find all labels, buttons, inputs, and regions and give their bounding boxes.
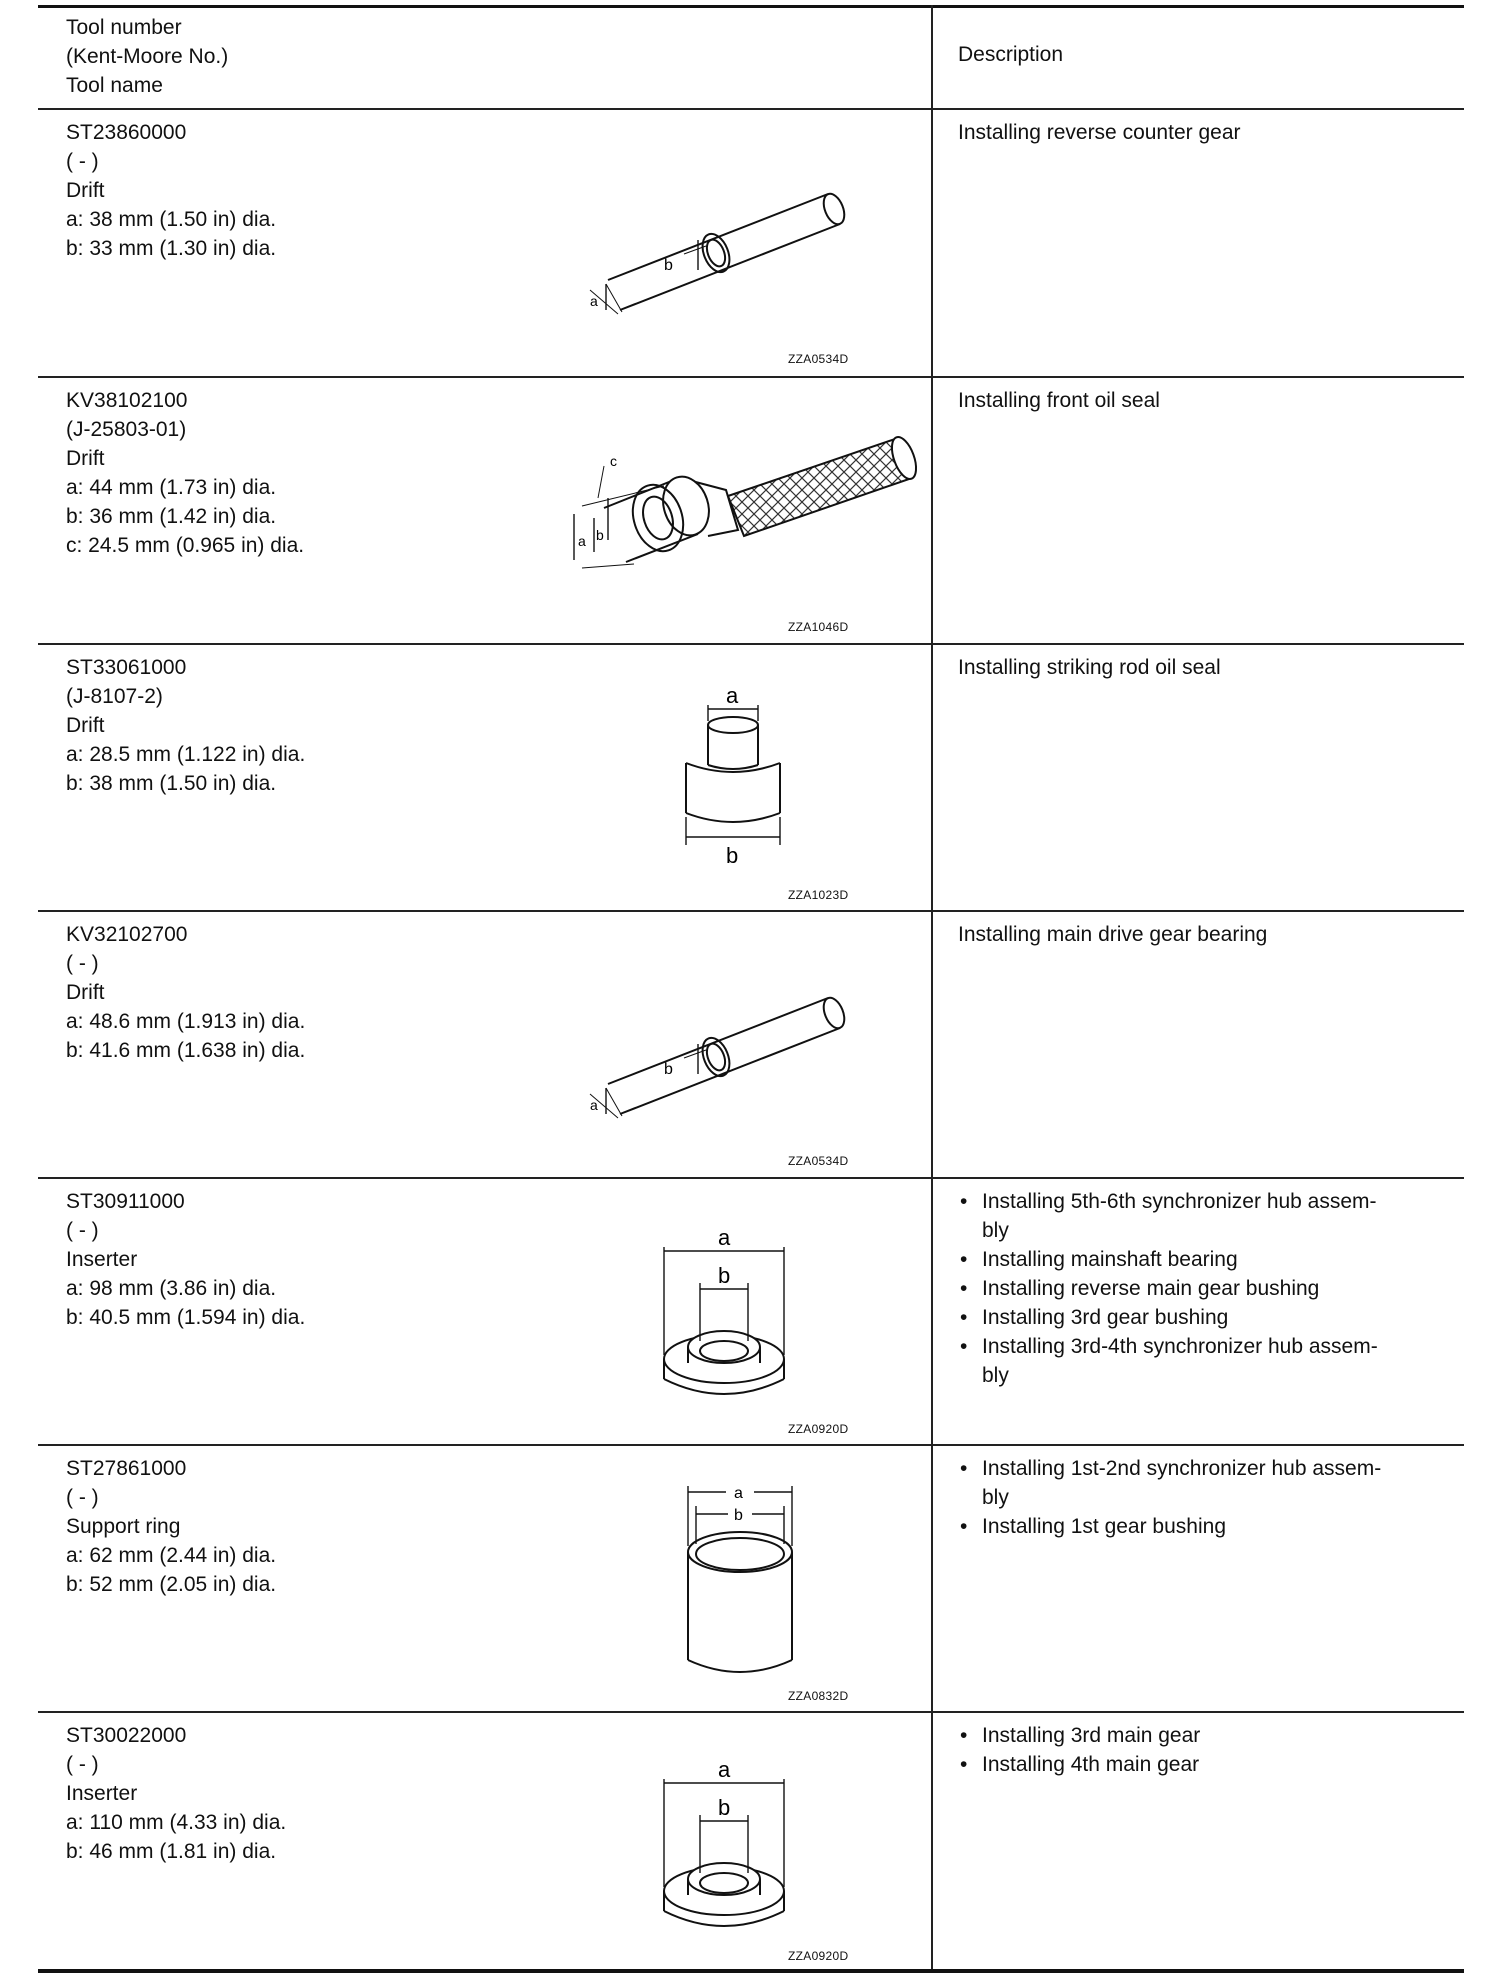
tool-name: Drift	[66, 447, 105, 470]
description-text: Installing reverse counter gear	[958, 121, 1241, 144]
description	[958, 1721, 1448, 1779]
description	[958, 118, 1448, 147]
description-bullet: • Installing 3rd gear bushing	[958, 1303, 1448, 1332]
table-row	[38, 378, 1464, 643]
tool-spec: a: 48.6 mm (1.913 in) dia.	[66, 1010, 306, 1033]
table-row	[38, 912, 1464, 1177]
tool-info	[66, 1721, 286, 1866]
description-bullet: • Installing 3rd-4th synchronizer hub assem- bly	[958, 1332, 1448, 1390]
table-header	[38, 5, 1464, 108]
description-bullet: • Installing 1st-2nd synchronizer hub assem- bly	[958, 1454, 1448, 1512]
kent-moore-number: ( - )	[66, 1486, 99, 1509]
tool-name: Inserter	[66, 1782, 138, 1805]
figure-label-a: a	[734, 1485, 743, 1502]
tool-name: Drift	[66, 981, 105, 1004]
tool-spec: b: 38 mm (1.50 in) dia.	[66, 772, 277, 795]
description-bullet: • Installing 4th main gear	[958, 1750, 1448, 1779]
drift-tube-illustration	[558, 984, 898, 1159]
kent-moore-number: ( - )	[66, 150, 99, 173]
figure-label-b: b	[734, 1507, 743, 1524]
tool-number: ST23860000	[66, 121, 187, 144]
tool-number: ST30022000	[66, 1724, 187, 1747]
tool-spec: b: 46 mm (1.81 in) dia.	[66, 1840, 277, 1863]
figure-label-b: b	[664, 1061, 673, 1078]
figure-label-a: a	[590, 293, 598, 309]
figure-code: ZZA0920D	[788, 1422, 849, 1436]
table-row	[38, 1713, 1464, 1969]
tool-spec: b: 33 mm (1.30 in) dia.	[66, 237, 277, 260]
description	[958, 920, 1448, 949]
tool-name: Inserter	[66, 1248, 138, 1271]
tool-spec: a: 38 mm (1.50 in) dia.	[66, 208, 277, 231]
tool-info	[66, 1187, 305, 1332]
tool-spec: b: 40.5 mm (1.594 in) dia.	[66, 1306, 306, 1329]
tool-info	[66, 386, 304, 560]
figure-label-b: b	[596, 527, 604, 543]
tool-info	[66, 1454, 276, 1599]
tool-info	[66, 118, 276, 263]
table-row	[38, 645, 1464, 910]
description-bullet: • Installing 5th-6th synchronizer hub assem- bly	[958, 1187, 1448, 1245]
figure-code: ZZA0832D	[788, 1689, 849, 1703]
tool-spec: a: 44 mm (1.73 in) dia.	[66, 476, 277, 499]
tool-number: KV38102100	[66, 389, 188, 412]
tool-number: ST27861000	[66, 1457, 187, 1480]
figure-code: ZZA0534D	[788, 1154, 849, 1168]
description	[958, 386, 1448, 415]
description-bullet: • Installing 3rd main gear	[958, 1721, 1448, 1750]
header-kent-moore: (Kent-Moore No.)	[66, 45, 229, 68]
description	[958, 1454, 1448, 1541]
description-bullet: • Installing 1st gear bushing	[958, 1512, 1448, 1541]
figure-label-c: c	[610, 453, 617, 469]
description	[958, 1187, 1448, 1390]
figure-code: ZZA1023D	[788, 888, 849, 902]
description-text: Installing front oil seal	[958, 389, 1160, 412]
figure-label-a: a	[578, 533, 586, 549]
tool-number: ST30911000	[66, 1190, 185, 1213]
figure-label-a: a	[718, 1757, 731, 1782]
inserter-illustration	[638, 1219, 808, 1424]
tool-spec: b: 41.6 mm (1.638 in) dia.	[66, 1039, 306, 1062]
tool-info	[66, 653, 305, 798]
tool-spec: a: 98 mm (3.86 in) dia.	[66, 1277, 277, 1300]
support-ring-illustration	[678, 1474, 818, 1699]
description-text: Installing striking rod oil seal	[958, 656, 1221, 679]
figure-code: ZZA0534D	[788, 352, 849, 366]
tool-spec: b: 52 mm (2.05 in) dia.	[66, 1573, 277, 1596]
figure-label-a: a	[718, 1225, 731, 1250]
figure-label-b: b	[718, 1263, 731, 1288]
tool-number: ST33061000	[66, 656, 187, 679]
header-tool-number: Tool number	[66, 16, 182, 39]
table-bottom-rule	[38, 1969, 1464, 1973]
kent-moore-number: (J-8107-2)	[66, 685, 163, 708]
description	[958, 653, 1448, 682]
figure-code: ZZA0920D	[788, 1949, 849, 1963]
table-row	[38, 1179, 1464, 1444]
tool-info	[66, 920, 305, 1065]
description-bullet: • Installing reverse main gear bushing	[958, 1274, 1448, 1303]
tool-spec: a: 110 mm (4.33 in) dia.	[66, 1811, 287, 1834]
kent-moore-number: ( - )	[66, 952, 99, 975]
tool-spec: a: 62 mm (2.44 in) dia.	[66, 1544, 277, 1567]
tool-name: Drift	[66, 179, 105, 202]
description-bullet: • Installing mainshaft bearing	[958, 1245, 1448, 1274]
figure-label-a: a	[726, 685, 739, 708]
figure-label-a: a	[590, 1097, 598, 1113]
drift-tube-illustration	[558, 180, 898, 355]
kent-moore-number: (J-25803-01)	[66, 418, 187, 441]
tool-spec: c: 24.5 mm (0.965 in) dia.	[66, 534, 305, 557]
figure-code: ZZA1046D	[788, 620, 849, 634]
kent-moore-number: ( - )	[66, 1753, 99, 1776]
tool-number: KV32102700	[66, 923, 188, 946]
table-row	[38, 110, 1464, 376]
figure-label-b: b	[664, 257, 673, 274]
inserter-illustration	[638, 1751, 808, 1956]
special-service-tools-table	[38, 5, 1464, 1980]
header-description: Description	[958, 43, 1064, 66]
tool-name: Support ring	[66, 1515, 181, 1538]
figure-label-b: b	[726, 843, 739, 868]
header-tool-column	[66, 13, 228, 100]
header-tool-name: Tool name	[66, 74, 163, 97]
table-row	[38, 1446, 1464, 1711]
figure-label-b: b	[718, 1795, 731, 1820]
front-oil-seal-drift-illustration	[538, 418, 938, 603]
kent-moore-number: ( - )	[66, 1219, 99, 1242]
description-text: Installing main drive gear bearing	[958, 923, 1268, 946]
tool-spec: a: 28.5 mm (1.122 in) dia.	[66, 743, 306, 766]
tool-name: Drift	[66, 714, 105, 737]
striking-rod-drift-illustration	[678, 685, 818, 890]
tool-spec: b: 36 mm (1.42 in) dia.	[66, 505, 277, 528]
